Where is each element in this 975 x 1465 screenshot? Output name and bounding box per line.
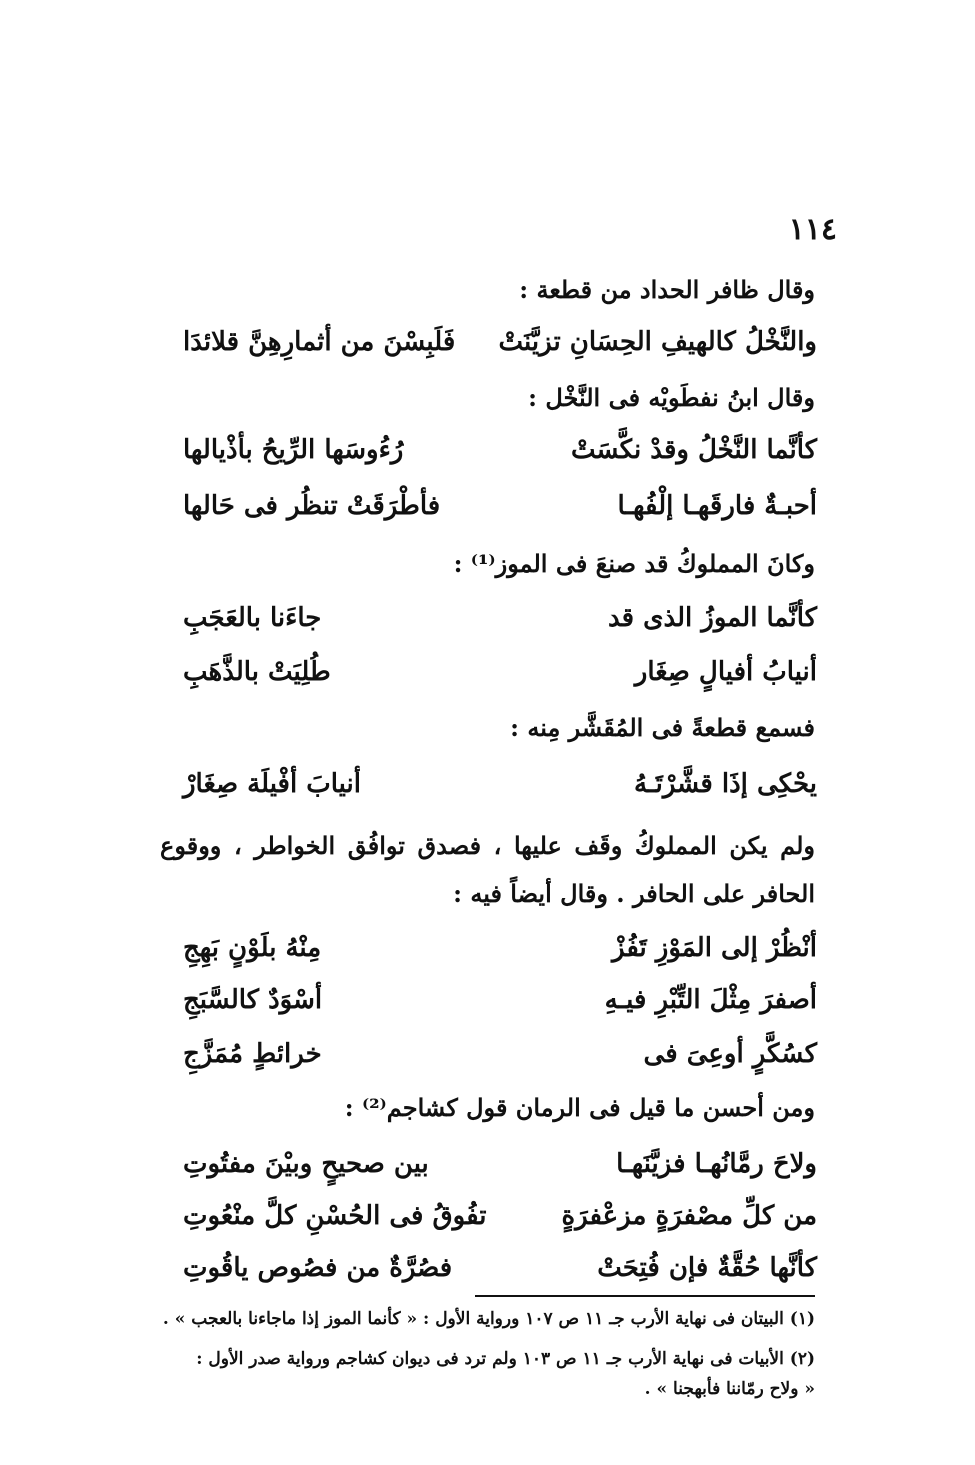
page-number: ١١٤ xyxy=(788,212,837,247)
verse-line xyxy=(183,648,817,696)
verse-hemistich-first: أنيابُ أفيالٍ صِغَار xyxy=(634,657,817,687)
verse-hemistich-second: طُلِيَتْ بالذَّهَبِ xyxy=(183,657,331,687)
verse-hemistich-first: ولاحَ رمَّانُهـا فزيَّنَهـا xyxy=(616,1149,817,1179)
verse-hemistich-second: أسْوَدٌ كالسَّبَجِ xyxy=(183,985,323,1015)
verse-line xyxy=(183,976,817,1024)
footnote-1: (١) البيتان فى نهاية الأرب جـ ١١ ص ١٠٧ ورواية الأول : « كأنما الموز إذا ماجاءنا بالعجب » . xyxy=(162,1309,815,1329)
verse-line xyxy=(183,426,817,474)
verse-hemistich-second: فصُرَّةٌ من فصُوص ياقُوتِ xyxy=(183,1253,453,1283)
verse-hemistich-second: خرائطٍ مُمَزَّجِ xyxy=(183,1039,322,1069)
body-paragraph: ولم يكن المملوكُ وقَف عليها ، فصدق توافُق الخواطر ، ووقوع الحافر على الحافر . وقال أيضاً فيه : xyxy=(160,831,815,908)
verse-hemistich-second: جاءَنا بالعَجَبِ xyxy=(183,603,322,633)
verse-hemistich-first: أحبـةٌ فارقَهـا إلْفُهـا xyxy=(617,491,817,521)
verse-hemistich-first: من كلِّ مصْفرَةٍ مزعْفرَةٍ xyxy=(561,1201,817,1231)
verse-hemistich-second: تفُوقُ فى الحُسْنِ كلَّ منْعُوتِ xyxy=(183,1201,487,1231)
footnote-2-continuation: « ولاح رمّاننا فأبهجنا » . xyxy=(644,1379,815,1399)
verse-hemistich-first: أنْظُرْ إلى المَوْزِ تَفُزْ xyxy=(611,933,817,963)
verse-hemistich-first: كأنَّها حُقَّةٌ فإن فُتِحَتْ xyxy=(597,1253,817,1283)
footnote-divider xyxy=(475,1295,815,1297)
verse-line xyxy=(183,1140,817,1188)
footnote-2: (٢) الأبيات فى نهاية الأرب جـ ١١ ص ١٠٣ ولم ترد فى ديوان كشاجم ورواية صدر الأول : xyxy=(196,1349,815,1369)
verse-hemistich-first: أصفرَ مِثْلَ التِّبْرِ فيـهِ xyxy=(604,985,817,1015)
verse-hemistich-second: بين صحيحٍ وبيْنَ مفتُوتِ xyxy=(183,1149,429,1179)
prose-line: وقال ظافر الحداد من قطعة : xyxy=(519,275,815,304)
verse-hemistich-second: رُءُوسَها الرِّيحُ بأذْيالها xyxy=(183,435,404,465)
prose-line: فسمع قطعةً فى المُقَشَّر مِنه : xyxy=(510,713,815,742)
verse-hemistich-first: يحْكِى إذَا قشَّرْتَـهُ xyxy=(634,769,817,799)
prose-line: وكانَ المملوكُ قد صنعَ فى الموز⁽¹⁾ : xyxy=(453,549,815,578)
verse-hemistich-first: كسُكَّرٍ أوعِىَ فى xyxy=(643,1039,817,1069)
verse-line xyxy=(183,1192,817,1240)
verse-line xyxy=(183,924,817,972)
verse-hemistich-second: مِنْهُ بلَوْنٍ بَهِجِ xyxy=(183,933,322,963)
verse-line xyxy=(183,760,817,808)
prose-line: وقال ابنُ نفطَويْه فى النَّخْل : xyxy=(528,383,815,412)
verse-hemistich-first: والنَّخْلُ كالهيفِ الحِسَانِ تزيَّنَتْ xyxy=(498,327,817,357)
verse-hemistich-first: كأنَّما الموزُ الذى قد xyxy=(607,603,817,633)
verse-line xyxy=(183,1030,817,1078)
verse-hemistich-first: كأنَّما النَّخْلُ وقدْ نكَّسَتْ xyxy=(570,435,817,465)
verse-line xyxy=(183,482,817,530)
verse-hemistich-second: فَلَبِسْنَ من أثمارِهِنَّ قلائدَا xyxy=(183,327,456,357)
verse-line xyxy=(183,594,817,642)
verse-line xyxy=(183,1244,817,1292)
verse-hemistich-second: فأطْرَقَتْ تنظُر فى حَالها xyxy=(183,491,441,521)
verse-hemistich-second: أنيابَ أفْيلَة صِغَارْ xyxy=(183,769,361,799)
verse-line xyxy=(183,318,817,366)
prose-line: ومن أحسن ما قيل فى الرمان قول كشاجم⁽²⁾ : xyxy=(344,1093,815,1122)
